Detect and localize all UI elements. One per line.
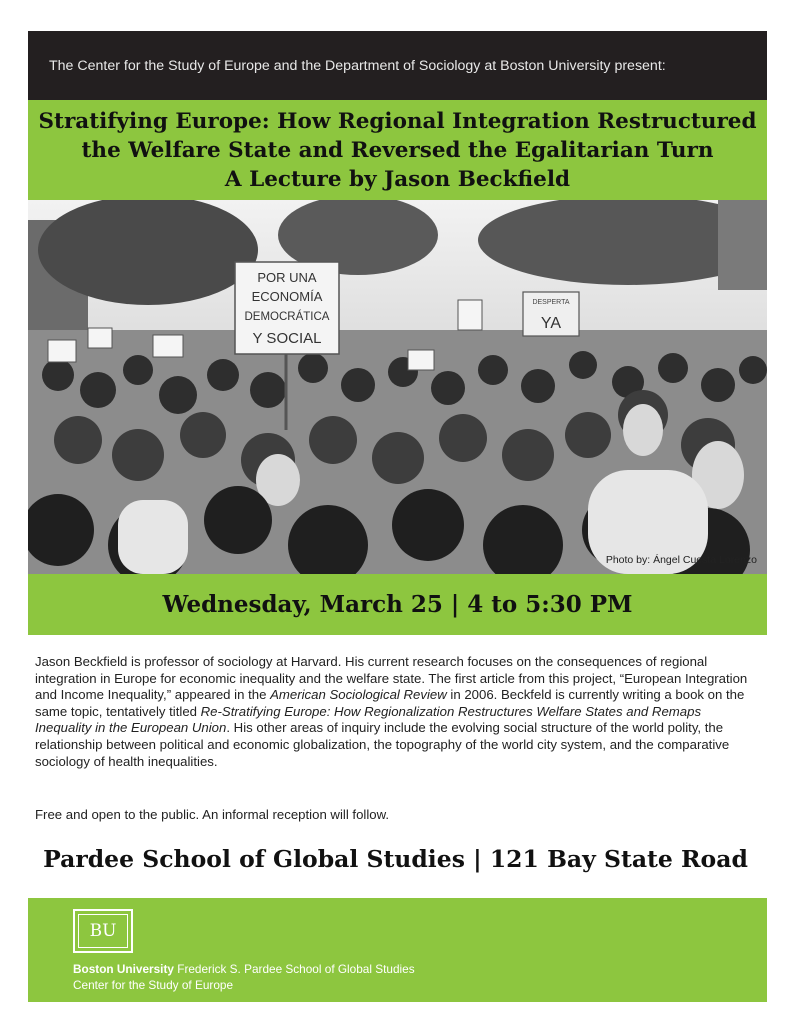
presenters-banner xyxy=(28,31,767,100)
title-line-2: the Welfare State and Reversed the Egalitarian Turn xyxy=(81,137,714,163)
footer-banner xyxy=(28,898,767,1002)
footer-center: Center for the Study of Europe xyxy=(73,978,234,992)
sign-text-3: DEMOCRÁTICA xyxy=(244,311,330,323)
bio-text-c: . His other areas of inquiry include the evolving social structure of the world polity, the relationship between political and economic globalization, the topography of the world city system, and the comparative sociology of health inequalities. xyxy=(35,720,730,769)
speaker-bio xyxy=(35,654,761,770)
bu-logo-text: BU xyxy=(89,921,117,941)
sign-text-1: POR UNA xyxy=(257,270,317,285)
bio-text-b: in 2006. Beckfeld is currently writing a book on the same topic, tentatively titled xyxy=(35,687,745,719)
sign2-text: YA xyxy=(540,315,562,332)
footer-university: Boston University xyxy=(73,962,174,976)
bio-journal: American Sociological Review xyxy=(270,687,447,703)
sign2-top-text: DESPERTA xyxy=(532,299,570,306)
sign-text-2: ECONOMÍA xyxy=(251,289,323,304)
bio-book-title: Re-Stratifying Europe: How Regionalization Restructures Welfare States and Remaps Inequality in the European Union xyxy=(35,703,702,736)
event-datetime: Wednesday, March 25 | 4 to 5:30 PM xyxy=(162,591,633,618)
date-banner xyxy=(28,574,767,635)
venue-address: Pardee School of Global Studies | 121 Bay State Road xyxy=(43,845,748,873)
sign-text-4: Y SOCIAL xyxy=(252,330,322,347)
footer-school: Frederick S. Pardee School of Global Studies xyxy=(177,962,415,976)
bio-text-a: Jason Beckfield is professor of sociology at Harvard. His current research focuses on the consequences of regional integration in Europe for economic inequality and the welfare state. The first article from this project, “European Integration and Income Inequality,” appeared in the xyxy=(35,654,748,703)
bu-logo xyxy=(73,909,133,953)
title-line-3: A Lecture by Jason Beckfield xyxy=(224,166,571,192)
crowd-photo xyxy=(28,200,767,574)
title-line-1: Stratifying Europe: How Regional Integration Restructured xyxy=(38,108,757,134)
admission-note: Free and open to the public. An informal reception will follow. xyxy=(35,807,390,822)
title-banner xyxy=(28,100,767,200)
footer-line-1 xyxy=(73,962,415,976)
crowd-illustration xyxy=(28,200,767,574)
photo-credit: Photo by: Ángel Cuesta Lorenzo xyxy=(605,554,757,566)
bu-logo-frame xyxy=(78,914,128,948)
presenters-text: The Center for the Study of Europe and the Department of Sociology at Boston University present: xyxy=(49,57,666,74)
